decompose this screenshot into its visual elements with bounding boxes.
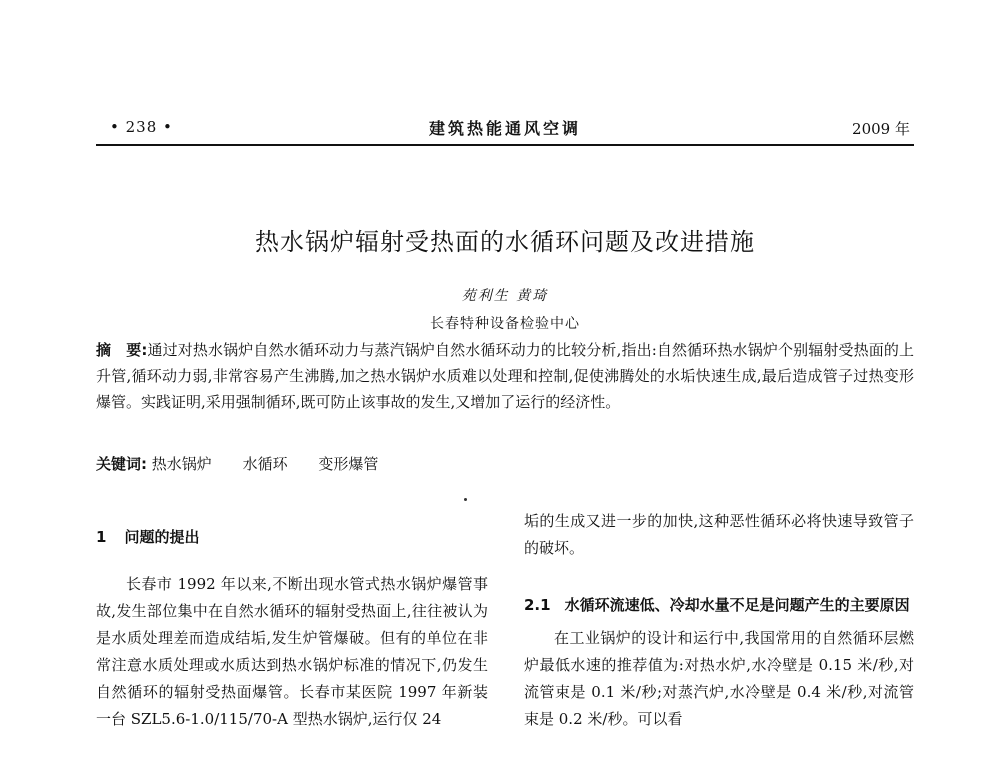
- section-title: 问题的提出: [124, 528, 200, 546]
- abstract-label: 摘 要:: [96, 341, 148, 359]
- subsection-number: 2.1: [524, 596, 551, 614]
- keyword-item: 热水锅炉: [151, 455, 212, 473]
- abstract: [96, 337, 914, 415]
- page-number: • 238 •: [110, 118, 173, 136]
- section-number: 1: [96, 528, 107, 546]
- section-heading: [96, 524, 488, 551]
- journal-name: 建筑热能通风空调: [428, 119, 581, 138]
- section-1: [96, 524, 488, 733]
- publication-year: 2009 年: [852, 120, 910, 138]
- keywords: [96, 453, 914, 474]
- author-affiliation: 长春特种设备检验中心: [430, 316, 580, 332]
- subsection-paragraph: 在工业锅炉的设计和运行中,我国常用的自然循环层燃炉最低水速的推荐值为:对热水炉,水冷壁是 0.15 米/秒,对流管束是 0.1 米/秒;对蒸汽炉,水冷壁是 0.4 米/秒,对流管束是 0.2 米/秒。可以看: [524, 629, 914, 728]
- running-header: [96, 116, 914, 144]
- subsection-heading: [524, 592, 914, 619]
- continuation-paragraph: 垢的生成又进一步的加快,这种恶性循环必将快速导致管子的破坏。: [524, 512, 914, 557]
- article-title: 热水锅炉辐射受热面的水循环问题及改进措施: [255, 228, 755, 256]
- keyword-item: 水循环: [242, 455, 288, 473]
- section-paragraph: 长春市 1992 年以来,不断出现水管式热水锅炉爆管事故,发生部位集中在自然水循环的辐射受热面上,往往被认为是水质处理差而造成结垢,发生炉管爆破。但有的单位在非常注意水质处理或水质达到热水锅炉标准的情况下,仍发生自然循环的辐射受热面爆管。长春市某医院 1997 年新装一台 SZL5.6-1.0/115/70-A 型热水锅炉,运行仅 24: [96, 575, 488, 728]
- header-rule: [96, 144, 914, 146]
- subsection-title: 水循环流速低、冷却水量不足是问题产生的主要原因: [564, 596, 910, 614]
- scan-speck: [464, 498, 467, 501]
- right-column: [524, 508, 914, 733]
- article-authors: 苑利生 黄琦: [461, 288, 549, 304]
- keyword-item: 变形爆管: [318, 455, 379, 473]
- abstract-text: 通过对热水锅炉自然水循环动力与蒸汽锅炉自然水循环动力的比较分析,指出:自然循环热水锅炉个别辐射受热面的上升管,循环动力弱,非常容易产生沸腾,加之热水锅炉水质难以处理和控制,促使沸腾处的水垢快速生成,最后造成管子过热变形爆管。实践证明,采用强制循环,既可防止该事故的发生,又增加了运行的经济性。: [96, 341, 914, 411]
- keywords-label: 关键词:: [96, 455, 147, 473]
